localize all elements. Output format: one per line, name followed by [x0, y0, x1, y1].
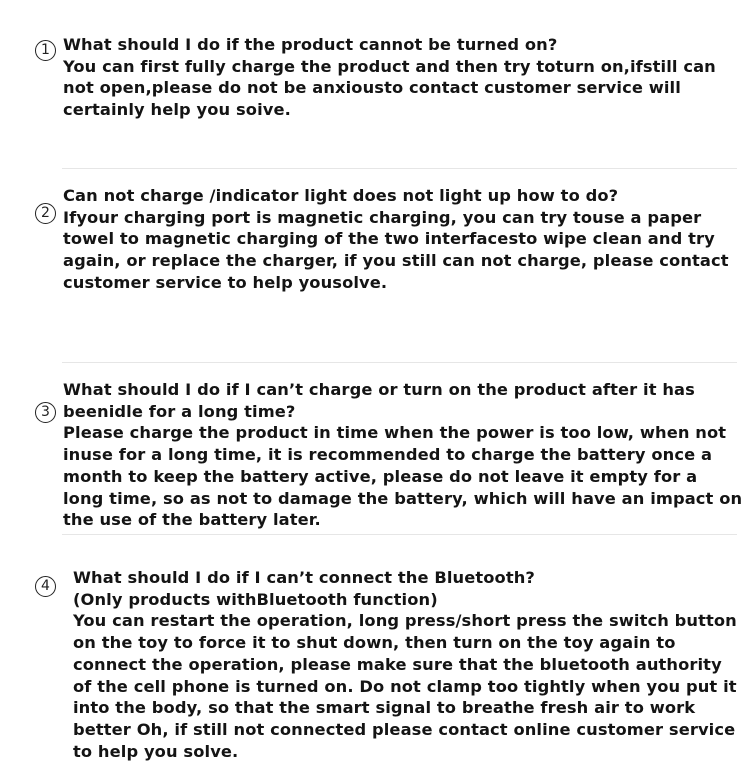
- faq-note: (Only products withBluetooth function): [73, 589, 438, 609]
- faq-number-badge: 2: [35, 203, 56, 224]
- faq-answer: You can first fully charge the product and then try toturn on,ifstill can not open,please do not be anxiousto contact customer service will certainly help you soive.: [63, 56, 722, 120]
- faq-question: What should I do if I can’t charge or turn on the product after it has beenidle for a long time?: [63, 380, 701, 421]
- faq-question: What should I do if the product cannot be turned on?: [63, 35, 558, 54]
- faq-number-badge: 4: [35, 576, 56, 597]
- faq-number-badge: 1: [35, 40, 56, 61]
- faq-number-badge: 3: [35, 402, 56, 423]
- faq-answer: Ifyour charging port is magnetic charging, you can try touse a paper towel to magnetic charging of the two interfacesto wipe clean and try again, or replace the charger, if you still can not charge, please contact customer service to help yousolve.: [63, 207, 735, 292]
- faq-text: [73, 567, 743, 762]
- faq-answer: You can restart the operation, long press/short press the switch button on the toy to force it to shut down, then turn on the toy again to connect the operation, please make sure that the bluetooth authority of the cell phone is turned on. Do not clamp too tightly when you put it into the body, so that the smart signal to breathe fresh air to work better Oh, if still not connected please contact online customer service to help you solve.: [73, 611, 743, 761]
- faq-answer: Please charge the product in time when the power is too low, when not inuse for a long time, it is recommended to charge the battery once a month to keep the battery active, please do not leave it empty for a long time, so as not to damage the battery, which will have an impact on the use of the battery later.: [63, 423, 748, 530]
- faq-question: What should I do if I can’t connect the Bluetooth?: [73, 568, 535, 587]
- faq-question: Can not charge /indicator light does not light up how to do?: [63, 186, 619, 205]
